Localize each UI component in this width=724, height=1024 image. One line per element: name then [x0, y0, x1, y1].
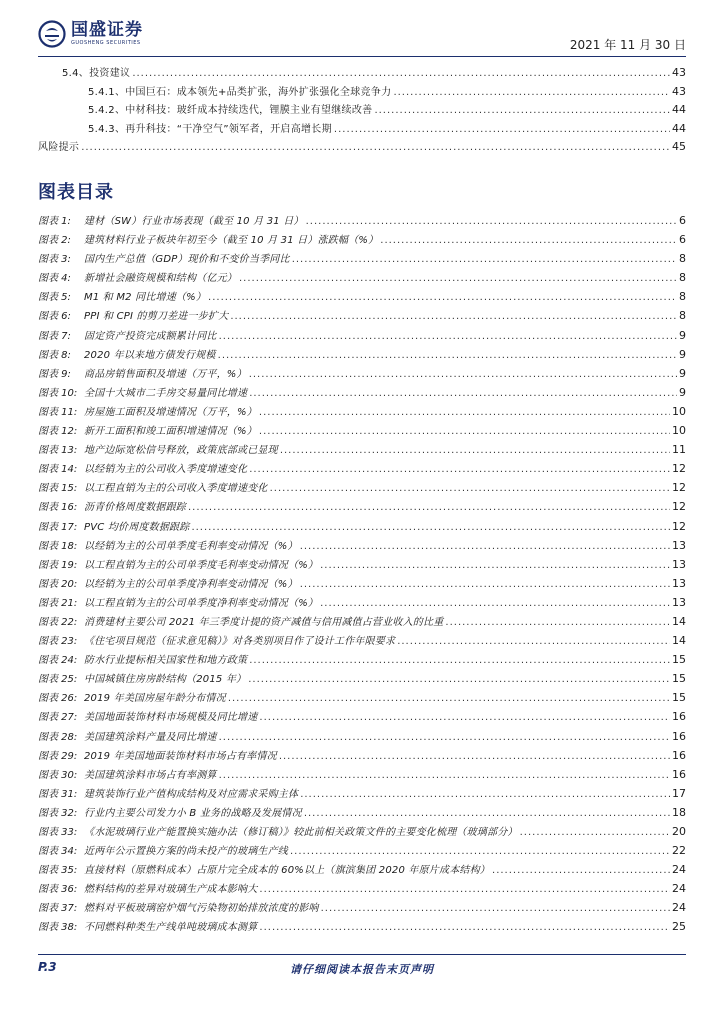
figure-entry-number: 图表 2: [38, 235, 71, 247]
figure-entry-number: 图表 28: [38, 731, 78, 743]
figure-entry-page: 13 [672, 595, 686, 609]
figure-entry[interactable] [38, 593, 686, 612]
figure-entry-number: 图表 5: [38, 292, 71, 304]
figure-entry-label: 2020 年以来地方债发行规模 [84, 349, 216, 361]
figure-leader-dots [248, 670, 670, 689]
figure-entry[interactable] [38, 746, 686, 765]
figure-entry-label: 地产边际宽松信号释放，政策底部或已显现 [84, 445, 278, 457]
figure-entry-number: 图表 31: [38, 788, 78, 800]
figure-entry-label: 房屋施工面积及增速情况（万平，%） [84, 406, 257, 418]
figure-leader-dots [230, 307, 677, 326]
figure-leader-dots [321, 899, 670, 918]
figure-entry[interactable] [38, 249, 686, 268]
figure-entry[interactable] [38, 727, 686, 746]
figure-entry-label: 以工程直销为主的公司收入季度增速变化 [84, 483, 268, 495]
figure-entry[interactable] [38, 707, 686, 726]
figure-leader-dots [188, 498, 670, 517]
figure-entry-label: 中国城镇住房房龄结构（2015 年） [84, 674, 247, 686]
figure-entry-label: M1 和 M2 同比增速（%） [84, 292, 207, 304]
figure-entry-number: 图表 17: [38, 521, 78, 533]
figure-entry[interactable] [38, 631, 686, 650]
figure-entry[interactable] [38, 268, 686, 287]
figure-leader-dots [292, 250, 677, 269]
figure-entry-number: 图表 34: [38, 846, 78, 858]
figure-leader-dots [445, 613, 670, 632]
figure-entry-label: PPI 和 CPI 的剪刀差进一步扩大 [84, 311, 229, 323]
figure-entry-number: 图表 7: [38, 330, 71, 342]
figure-entry-page: 12 [672, 462, 686, 476]
figure-entry-label: 直接材料（原燃料成本）占原片完全成本的 60%以上（旗滨集团 2020 年原片成本结构） [84, 865, 491, 877]
figures-heading: 图表目录 [38, 182, 114, 203]
figure-entry[interactable] [38, 383, 686, 402]
figure-entry-page: 15 [672, 672, 686, 686]
figure-leader-dots [259, 403, 670, 422]
figure-leader-dots [249, 651, 670, 670]
figure-entry[interactable] [38, 650, 686, 669]
toc-leader-dots [81, 139, 670, 158]
figure-entry[interactable] [38, 917, 686, 936]
figure-entry-label: 燃料对平板玻璃窑炉烟气污染物初始排放浓度的影响 [84, 903, 319, 915]
figure-entry-number: 图表 8: [38, 349, 71, 361]
figure-entry-number: 图表 29: [38, 750, 78, 762]
toc-entry-page: 43 [672, 84, 686, 98]
figure-entry-label: PVC 均价周度数据跟踪 [84, 521, 190, 533]
toc-leader-dots [393, 84, 670, 103]
figure-entry-label: 商品房销售面积及增速（万平，%） [84, 368, 247, 380]
figure-entry-number: 图表 1: [38, 216, 71, 227]
toc-entry-page: 45 [672, 140, 686, 153]
figure-entry[interactable] [38, 841, 686, 860]
figure-entry[interactable] [38, 765, 686, 784]
figure-entry-page: 9 [679, 385, 686, 399]
figure-entry-page: 6 [679, 233, 686, 247]
toc-entry[interactable] [38, 101, 686, 120]
figure-entry-number: 图表 14: [38, 464, 78, 476]
figure-entry-label: 以经销为主的公司单季度毛利率变动情况（%） [84, 540, 298, 552]
figure-leader-dots [492, 861, 670, 880]
figure-leader-dots [397, 632, 670, 651]
figure-entry[interactable] [38, 364, 686, 383]
figure-entry-page: 18 [672, 805, 686, 819]
figure-entry-label: 消费建材主要公司 2021 年三季度计提的资产减值与信用减值占营业收入的比重 [84, 616, 444, 628]
report-date: 2021 年 11 月 30 日 [569, 38, 686, 52]
figure-entry-number: 图表 36: [38, 884, 78, 896]
figure-entry-label: 近两年公示置换方案的尚未投产的玻璃生产线 [84, 846, 288, 858]
toc-entry[interactable] [38, 83, 686, 102]
figure-entry-label: 以工程直销为主的公司单季度净利率变动情况（%） [84, 597, 319, 609]
figure-entry-page: 11 [672, 443, 686, 457]
figure-leader-dots [259, 918, 670, 937]
toc-leader-dots [132, 65, 670, 84]
figure-leader-dots [280, 441, 670, 460]
figure-leader-dots [249, 365, 677, 384]
figure-entry-number: 图表 26: [38, 693, 78, 705]
figure-entry[interactable] [38, 459, 686, 478]
figure-leader-dots [306, 212, 677, 231]
figure-entry[interactable] [38, 478, 686, 497]
figure-leader-dots [259, 708, 670, 727]
figure-entry[interactable] [38, 345, 686, 364]
figure-entry-page: 8 [679, 271, 686, 285]
figure-entry-label: 以经销为主的公司收入季度增速变化 [84, 464, 248, 476]
figure-entry-label: 沥青价格周度数据跟踪 [84, 502, 186, 514]
figure-entry[interactable] [38, 612, 686, 631]
figure-entry-page: 8 [679, 309, 686, 323]
figure-entry-label: 建材（SW）行业市场表现（截至 10 月 31 日） [84, 216, 304, 227]
figure-leader-dots [219, 327, 677, 346]
figure-entry-page: 9 [679, 366, 686, 380]
figure-entry-number: 图表 24: [38, 655, 78, 667]
guosheng-logo-icon [38, 20, 66, 48]
figure-leader-dots [228, 689, 670, 708]
figure-entry[interactable] [38, 860, 686, 879]
figure-entry-page: 12 [672, 500, 686, 514]
company-name-cn: 国盛证券 [71, 20, 143, 40]
figure-entry[interactable] [38, 822, 686, 841]
figure-entry[interactable] [38, 688, 686, 707]
toc-entry[interactable] [38, 120, 686, 139]
figure-entry-page: 13 [672, 538, 686, 552]
figure-entry-label: 行业内主要公司发力小 B 业务的战略及发展情况 [84, 807, 302, 819]
figure-entry-number: 图表 12: [38, 426, 78, 438]
header-divider [38, 56, 686, 57]
figure-entry-number: 图表 23: [38, 636, 78, 648]
figure-entry[interactable] [38, 784, 686, 803]
figure-leader-dots [259, 880, 670, 899]
figure-entry[interactable] [38, 497, 686, 516]
figure-entry-page: 13 [672, 557, 686, 571]
figure-entry-page: 8 [679, 290, 686, 304]
figure-entry-label: 美国地面装饰材料市场规模及同比增速 [84, 712, 258, 724]
figure-entry-number: 图表 6: [38, 311, 71, 323]
figure-leader-dots [191, 518, 670, 537]
toc-leader-dots [374, 102, 670, 121]
figure-entry-number: 图表 22: [38, 616, 78, 628]
figure-entry-number: 图表 38: [38, 922, 78, 934]
figure-entry[interactable] [38, 211, 686, 230]
figure-entry-number: 图表 15: [38, 483, 78, 495]
toc-entry-label: 5.4.3、再升科技：“干净空气”领军者，开启高增长期 [88, 123, 332, 135]
figure-entry-number: 图表 3: [38, 254, 71, 266]
figure-entry-number: 图表 4: [38, 273, 71, 285]
figure-entry-page: 20 [672, 825, 686, 838]
figure-list [38, 211, 686, 937]
figure-entry-label: 防水行业提标相关国家性和地方政策 [84, 655, 248, 667]
figure-entry-label: 不同燃料种类生产线单吨玻璃成本测算 [84, 922, 258, 934]
figure-leader-dots [380, 231, 677, 250]
figure-entry-page: 9 [679, 328, 686, 342]
figure-entry[interactable] [38, 803, 686, 822]
toc-leader-dots [334, 121, 670, 140]
figure-entry-number: 图表 20: [38, 578, 78, 590]
figure-entry-number: 图表 21: [38, 597, 78, 609]
figure-entry-number: 图表 18: [38, 540, 78, 552]
figure-entry[interactable] [38, 287, 686, 306]
figure-leader-dots [300, 785, 670, 804]
figure-entry-label: 固定资产投资完成额累计同比 [84, 330, 217, 342]
figure-entry-label: 建筑材料行业子板块年初至今（截至 10 月 31 日）涨跌幅（%） [84, 235, 379, 247]
figure-entry-number: 图表 30: [38, 769, 78, 781]
figure-leader-dots [520, 823, 670, 842]
figure-leader-dots [270, 479, 670, 498]
figure-entry-number: 图表 35: [38, 865, 78, 877]
figure-leader-dots [300, 575, 670, 594]
toc-entry-label: 5.4.2、中材科技：玻纤成本持续迭代，锂膜主业有望继续改善 [88, 105, 373, 116]
figure-entry[interactable] [38, 898, 686, 917]
figure-entry-page: 9 [679, 347, 686, 361]
toc-entry-label: 5.4.1、中国巨石：成本领先+品类扩张，海外扩张强化全球竞争力 [88, 86, 392, 98]
figure-entry-number: 图表 9: [38, 368, 71, 380]
figure-leader-dots [219, 766, 670, 785]
figure-entry-page: 16 [672, 710, 686, 724]
figure-entry-page: 16 [672, 748, 686, 762]
figure-leader-dots [239, 269, 677, 288]
figure-leader-dots [259, 422, 670, 441]
figure-entry[interactable] [38, 402, 686, 421]
figure-entry-label: 2019 年美国地面装饰材料市场占有率情况 [84, 750, 277, 762]
figure-entry[interactable] [38, 306, 686, 325]
figure-entry-number: 图表 13: [38, 445, 78, 457]
toc-entry-page: 43 [672, 66, 686, 79]
figure-leader-dots [320, 594, 670, 613]
page-header [38, 18, 686, 54]
figure-entry[interactable] [38, 421, 686, 440]
toc-entry[interactable] [38, 64, 686, 83]
figure-entry-label: 燃料结构的差异对玻璃生产成本影响大 [84, 884, 258, 896]
figure-entry-label: 以经销为主的公司单季度净利率变动情况（%） [84, 578, 298, 590]
figure-entry-page: 14 [672, 634, 686, 648]
figure-entry[interactable] [38, 574, 686, 593]
figure-leader-dots [249, 460, 670, 479]
figure-entry-page: 12 [672, 519, 686, 533]
figure-entry-label: 建筑装饰行业产值构成结构及对应需求采购主体 [84, 788, 299, 800]
figure-entry-page: 10 [672, 404, 686, 418]
figure-leader-dots [279, 747, 670, 766]
figure-entry-label: 《住宅项目规范（征求意见稿）》对各类别项目作了设计工作年限要求 [84, 636, 396, 648]
figure-entry-page: 6 [679, 214, 686, 227]
company-name-en: GUOSHENG SECURITIES [71, 40, 141, 46]
figure-entry-number: 图表 33: [38, 827, 78, 838]
figure-entry-page: 16 [672, 729, 686, 743]
figure-entry-page: 12 [672, 481, 686, 495]
figure-entry-label: 以工程直销为主的公司单季度毛利率变动情况（%） [84, 559, 319, 571]
figure-entry-number: 图表 32: [38, 807, 78, 819]
figure-entry-number: 图表 10: [38, 387, 78, 399]
page-number: P.3 [38, 960, 57, 974]
figure-entry-page: 24 [672, 863, 686, 877]
figure-entry-label: 全国十大城市二手房交易量同比增速 [84, 387, 248, 399]
figure-entry-page: 15 [672, 653, 686, 667]
figure-leader-dots [218, 346, 677, 365]
figure-entry-label: 2019 年美国房屋年龄分布情况 [84, 693, 226, 705]
figure-entry[interactable] [38, 230, 686, 249]
table-of-contents [38, 64, 686, 157]
toc-entry-label: 风险提示 [38, 142, 80, 153]
figure-leader-dots [320, 556, 670, 575]
figure-entry-label: 新开工面积和竣工面积增速情况（%） [84, 426, 257, 438]
toc-entry-label: 5.4、投资建议 [62, 68, 131, 79]
footer-disclaimer: 请仔细阅读本报告末页声明 [290, 963, 434, 976]
figure-entry-page: 25 [672, 920, 686, 934]
figure-entry-label: 国内生产总值（GDP）现价和不变价当季同比 [84, 254, 290, 266]
figure-entry[interactable] [38, 440, 686, 459]
figure-entry-page: 13 [672, 576, 686, 590]
figure-entry[interactable] [38, 879, 686, 898]
figure-entry-number: 图表 19: [38, 559, 78, 571]
figure-entry-page: 24 [672, 901, 686, 915]
figure-leader-dots [290, 842, 670, 861]
figure-entry-page: 24 [672, 882, 686, 896]
figure-leader-dots [304, 804, 670, 823]
figure-entry-label: 《水泥玻璃行业产能置换实施办法（修订稿）》较此前相关政策文件的主要变化梳理（玻璃部分） [84, 827, 518, 838]
figure-entry-number: 图表 16: [38, 502, 78, 514]
toc-entry[interactable] [38, 138, 686, 157]
figure-entry-label: 新增社会融资规模和结构（亿元） [84, 273, 237, 285]
figure-entry-number: 图表 37: [38, 903, 78, 915]
figure-leader-dots [208, 288, 677, 307]
figure-entry[interactable] [38, 326, 686, 345]
figure-entry-page: 10 [672, 424, 686, 438]
figure-entry[interactable] [38, 669, 686, 688]
company-logo [38, 20, 143, 52]
figure-entry-page: 16 [672, 767, 686, 781]
figure-leader-dots [249, 384, 677, 403]
figure-entry-page: 17 [672, 786, 686, 800]
figure-leader-dots [300, 537, 670, 556]
figure-entry[interactable] [38, 536, 686, 555]
figure-entry-page: 22 [672, 844, 686, 858]
figure-entry[interactable] [38, 555, 686, 574]
figure-leader-dots [219, 728, 670, 747]
toc-entry-page: 44 [672, 121, 686, 135]
figure-entry-label: 美国建筑涂料产量及同比增速 [84, 731, 217, 743]
figure-entry-number: 图表 25: [38, 674, 78, 686]
figure-entry-number: 图表 27: [38, 712, 78, 724]
figure-entry[interactable] [38, 517, 686, 536]
toc-entry-page: 44 [672, 103, 686, 116]
figure-entry-number: 图表 11: [38, 406, 78, 418]
figure-entry-page: 14 [672, 614, 686, 628]
footer-divider [38, 954, 686, 955]
figure-entry-page: 8 [679, 252, 686, 266]
figure-entry-page: 15 [672, 691, 686, 705]
figure-entry-label: 美国建筑涂料市场占有率测算 [84, 769, 217, 781]
